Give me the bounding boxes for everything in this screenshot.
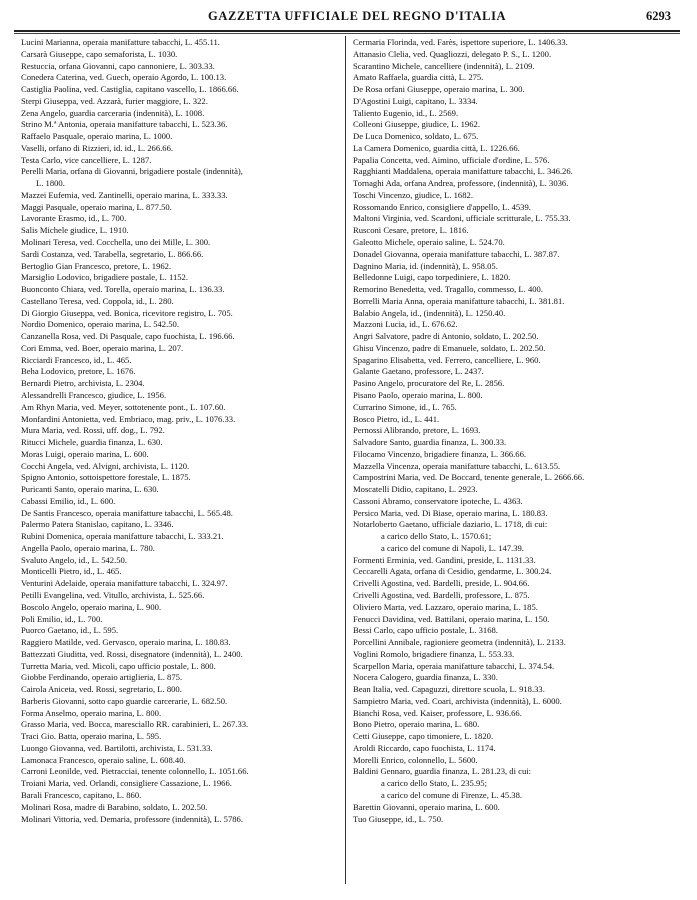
pension-entry: Notarloberto Gaetano, ufficiale daziario, L. 1718, di cui:	[353, 519, 548, 530]
header-rule	[14, 30, 680, 32]
pension-entry: Cermaria Florinda, ved. Farès, ispettore superiore, L. 1406.33.	[353, 37, 568, 47]
pension-entry: Attanasio Clelia, ved. Quagliozzi, delegato P. S., L. 1200.	[353, 48, 552, 59]
pension-entry: Canzanella Rosa, ved. Di Pasquale, capo fuochista, L. 196.66.	[21, 331, 235, 342]
pension-entry: Mazzei Eufemia, ved. Zantinelli, operaio marina, L. 333.33.	[21, 189, 228, 200]
pension-entry: Angri Salvatore, padre di Antonio, soldato, L. 202.50.	[353, 331, 539, 342]
pension-entry: Petilli Evangelina, ved. Vitullo, archivista, L. 525.66.	[21, 589, 205, 600]
pension-entry: Raffaelo Pasquale, operaio marina, L. 1000.	[21, 131, 173, 142]
pension-entry: Bono Pietro, operaio marina, L. 680.	[353, 719, 480, 730]
pension-entry: Campostrini Maria, ved. De Boccard, tenente generale, L. 2666.66.	[353, 472, 585, 483]
pension-entry: Mazzoni Lucia, id., L. 676.62.	[353, 319, 458, 330]
pension-entry: Turretta Maria, ved. Micoli, capo ufficio postale, L. 800.	[21, 660, 216, 671]
pension-entry: Cetti Giuseppe, capo timoniere, L. 1820.	[353, 731, 494, 742]
pension-entry: Monticelli Pietro, id., L. 465.	[21, 566, 122, 577]
pension-entry: Testa Carlo, vice cancelliere, L. 1287.	[21, 154, 152, 165]
pension-entry: Bean Italia, ved. Capaguzzi, direttore scuola, L. 918.33.	[353, 684, 545, 695]
pension-entry: Am Rhyn Maria, ved. Meyer, sottotenente pont., L. 107.60.	[21, 401, 226, 412]
pension-entry: Palermo Patera Stanislao, capitano, L. 3346.	[21, 519, 174, 530]
pension-entry: Pasino Angelo, procuratore del Re, L. 2856.	[353, 378, 505, 389]
pension-entry: Borrelli Maria Anna, operaia manifatture tabacchi, L. 381.81.	[353, 295, 565, 306]
pension-entry: Sardi Costanza, ved. Tarabella, segretario, L. 866.66.	[21, 248, 204, 259]
pension-entry: D'Agostini Luigi, capitano, L. 3334.	[353, 95, 478, 106]
pension-entry: Marsiglio Lodovico, brigadiere postale, L. 1152.	[21, 272, 188, 283]
pension-entry: Colleoni Giuseppe, giudice, L. 1962.	[353, 119, 480, 130]
pension-entry: Ghisu Vincenzo, padre di Emanuele, soldato, L. 202.50.	[353, 342, 546, 353]
pension-entry: Salvadore Santo, guardia finanza, L. 300.33.	[353, 437, 507, 448]
pension-entry: Tornaghi Ada, orfana Andrea, professore, (indennità), L. 3036.	[353, 178, 569, 189]
pension-entry: Galante Gaetano, professore, L. 2437.	[353, 366, 484, 377]
pension-entry: Pernossi Alibrando, pretore, L. 1693.	[353, 425, 481, 436]
pension-entry: Crivelli Agostina, ved. Bardelli, professore, L. 875.	[353, 589, 530, 600]
pension-entry: Barettin Giovanni, operaio marina, L. 600.	[353, 801, 500, 812]
pension-entry: Moscatelli Didio, capitano, L. 2923.	[353, 484, 478, 495]
pension-entry: Papalia Concetta, ved. Aimino, ufficiale d'ordine, L. 576.	[353, 154, 550, 165]
pension-entry: Taliento Eugenio, id., L. 2569.	[353, 107, 459, 118]
pension-entry: Lavorante Erasmo, id., L. 700.	[21, 213, 127, 224]
pension-entry: Amato Raffaela, guardia città, L. 275.	[353, 72, 484, 83]
pension-entry: Luongo Giovanna, ved. Bartilotti, archivista, L. 531.33.	[21, 742, 213, 753]
pension-entry-continuation: a carico del comune di Firenze, L. 45.38.	[381, 790, 523, 800]
pension-entry: Bertoglio Gian Francesco, pretore, L. 1962.	[21, 260, 172, 271]
pension-entry: Zena Angelo, guardia carceraria (indennità), L. 1008.	[21, 107, 205, 118]
pension-entry: Svaluto Angelo, id., L. 542.50.	[21, 554, 127, 565]
left-column	[21, 37, 343, 885]
pension-entry: Filocamo Vincenzo, brigadiere finanza, L. 366.66.	[353, 448, 527, 459]
pension-entry: Balabio Angela, id., (indennità), L. 1250.40.	[353, 307, 506, 318]
pension-entry: Sterpi Giuseppa, ved. Azzarà, furier maggiore, L. 322.	[21, 95, 208, 106]
pension-entry: Cassoni Abramo, conservatore ipoteche, L. 4363.	[353, 495, 523, 506]
pension-entry: Carroni Leonilde, ved. Pietracciai, tenente colonnello, L. 1051.66.	[21, 766, 249, 777]
pension-entry: Lucini Marianna, operaia manifatture tabacchi, L. 455.11.	[21, 37, 220, 47]
pension-entry: Galeotto Michele, operaio saline, L. 524.70.	[353, 237, 505, 248]
pension-entry: De Santis Francesco, operaia manifatture tabacchi, L. 565.48.	[21, 507, 233, 518]
header-rule-thin	[14, 33, 680, 34]
pension-entry: Rusconi Cesare, pretore, L. 1816.	[353, 225, 469, 236]
gazette-title: GAZZETTA UFFICIALE DEL REGNO D'ITALIA	[208, 9, 507, 23]
pension-entry-continuation: L. 1800.	[36, 178, 65, 189]
pension-entry: Aroldi Riccardo, capo fuochista, L. 1174.	[353, 742, 496, 753]
pension-entry: Salis Michele giudice, L. 1910.	[21, 225, 129, 236]
pension-entry: Currarino Simone, id., L. 765.	[353, 401, 457, 412]
pension-entry: Restuccia, orfana Giovanni, capo cannoniere, L. 303.33.	[21, 60, 215, 71]
pension-entry: Cori Emma, ved. Boer, operaio marina, L. 207.	[21, 342, 184, 353]
pension-entry: Cairola Aniceta, ved. Rossi, segretario, L. 800.	[21, 684, 182, 695]
pension-entry: Raggiero Matilde, ved. Gervasco, operaio marina, L. 180.83.	[21, 637, 231, 648]
pension-entry: Cabassi Emilio, id., L. 600.	[21, 495, 116, 506]
pension-entry-continuation: a carico del comune di Napoli, L. 147.39.	[381, 542, 524, 553]
page-header	[0, 0, 697, 34]
pension-entry: Voglini Romolo, brigadiere finanza, L. 553.33.	[353, 648, 515, 659]
pension-entry: Angella Paolo, operaio marina, L. 780.	[21, 542, 155, 553]
pension-entry: Donadel Giovanna, operaia manifatture tabacchi, L. 387.87.	[353, 248, 560, 259]
pension-entry: Oliviero Marta, ved. Lazzaro, operaio marina, L. 185.	[353, 601, 538, 612]
pension-entry: Puorco Gaetano, id., L. 595.	[21, 625, 119, 636]
pension-entry: Remorino Benedetta, ved. Tragallo, commesso, L. 400.	[353, 284, 543, 295]
pension-entry: Pisano Paolo, operaio marina, L. 800.	[353, 389, 483, 400]
pension-entry: Beha Lodovico, pretore, L. 1676.	[21, 366, 136, 377]
pension-entry: Ceccarelli Agata, orfana di Cesidio, gendarme, L. 300.24.	[353, 566, 552, 577]
pension-entry: Molinari Teresa, ved. Cocchella, uno dei Mille, L. 300.	[21, 237, 211, 248]
pension-entry: Maltoni Virginia, ved. Scardoni, ufficiale scritturale, L. 755.33.	[353, 213, 571, 224]
pension-entry: Monfardini Antonietta, ved. Embriaco, mag. priv., L. 1076.33.	[21, 413, 236, 424]
pension-entry: Lamonaca Francesco, operaio saline, L. 608.40.	[21, 754, 186, 765]
pension-entry: Castellano Teresa, ved. Coppola, id., L. 280.	[21, 295, 174, 306]
pension-entry: Cocchi Angela, ved. Alvigni, archivista, L. 1120.	[21, 460, 190, 471]
pension-entry: Nordio Domenico, operaio marina, L. 542.50.	[21, 319, 179, 330]
pension-entry: Crivelli Agostina, ved. Bardelli, preside, L. 904.66.	[353, 578, 530, 589]
pension-entry: Maggi Pasquale, operaio marina, L. 877.50.	[21, 201, 172, 212]
pension-entry: Molinari Vittoria, ved. Demaria, professore (indennità), L. 5786.	[21, 813, 243, 824]
pension-entry: Alessandrelli Francesco, giudice, L. 1956.	[21, 389, 167, 400]
column-divider	[345, 36, 346, 884]
pension-entry: Bosco Pietro, id., L. 441.	[353, 413, 440, 424]
pension-entry: Scarpellon Maria, operaia manifatture tabacchi, L. 374.54.	[353, 660, 555, 671]
pension-entry: Battezzati Giuditta, ved. Rossi, disegnatore (indennità), L. 2400.	[21, 648, 243, 659]
pension-entry: Troiani Maria, ved. Orlandi, consigliere Cassazione, L. 1966.	[21, 778, 232, 789]
pension-entry: Bessi Carlo, capo ufficio postale, L. 3168.	[353, 625, 498, 636]
pension-entry: Sampietro Maria, ved. Coari, archivista (indennità), L. 6000.	[353, 695, 562, 706]
pension-entry: Rossomando Enrico, consigliere d'appello, L. 4539.	[353, 201, 531, 212]
pension-entry: Scarantino Michele, cancelliere (indennità), L. 2109.	[353, 60, 535, 71]
pension-entry: Boscolo Angelo, operaio marina, L. 900.	[21, 601, 162, 612]
pension-entry: Mazzella Vincenza, operaia manifatture tabacchi, L. 613.55.	[353, 460, 561, 471]
pension-entry: Toschi Vincenzo, giudice, L. 1682.	[353, 189, 473, 200]
pension-entry: Porcellini Annibale, ragioniere geometra (indennità), L. 2133.	[353, 637, 566, 648]
pension-entry: Spigno Antonio, sottoispettore forestale, L. 1875.	[21, 472, 191, 483]
pension-entry: Venturini Adelaide, operaia manifatture tabacchi, L. 324.97.	[21, 578, 228, 589]
pension-entry: Ricciardi Francesco, id., L. 465.	[21, 354, 132, 365]
pension-entry: Dagnino Maria, id. (indennità), L. 958.05.	[353, 260, 498, 271]
pension-entry: Conedera Caterina, ved. Guech, operaio Agordo, L. 100.13.	[21, 72, 227, 83]
pension-entry: Molinari Rosa, madre di Barabino, soldato, L. 202.50.	[21, 801, 208, 812]
pension-entry: Baldini Gennaro, guardia finanza, L. 281.23, di cui:	[353, 766, 532, 777]
pension-entry: Fenucci Davidina, ved. Battilani, operaio marina, L. 150.	[353, 613, 550, 624]
pension-entry: Di Giorgio Giuseppa, ved. Bonica, ricevitore registro, L. 705.	[21, 307, 233, 318]
pension-entry: Belledonne Luigi, capo torpediniere, L. 1820.	[353, 272, 511, 283]
pension-entry: Forma Anselmo, operaio marina, L. 800.	[21, 707, 162, 718]
pension-entry: Ritucci Michele, guardia finanza, L. 630.	[21, 437, 163, 448]
pension-entry: Bernardi Pietro, archivista, L. 2304.	[21, 378, 145, 389]
pension-entry: Bianchi Rosa, ved. Kaiser, professore, L. 936.66.	[353, 707, 522, 718]
pension-entry: Moras Luigi, operaio marina, L. 600.	[21, 448, 149, 459]
pension-entry: Rubini Domenica, operaia manifatture tabacchi, L. 333.21.	[21, 531, 224, 542]
pension-entry: Strino M.ª Antonia, operaia manifatture tabacchi, L. 523.36.	[21, 119, 228, 130]
pension-entry: Castiglia Paolina, ved. Castiglia, capitano vascello, L. 1866.66.	[21, 84, 239, 95]
pension-entry: Morelli Enrico, colonnello, L. 5600.	[353, 754, 478, 765]
pension-entry: Carsarà Giuseppe, capo semaforista, L. 1030.	[21, 48, 178, 59]
pension-entry: La Camera Domenico, guardia città, L. 1226.66.	[353, 142, 520, 153]
pension-entry-continuation: a carico dello Stato, L. 235.95;	[381, 778, 487, 789]
pension-entry: Giobbe Ferdinando, operaio artiglieria, L. 875.	[21, 672, 183, 683]
pension-entry: Poli Emilio, id., L. 700.	[21, 613, 103, 624]
page-number: 6293	[646, 9, 671, 23]
pension-entry-continuation: a carico dello Stato, L. 1570.61;	[381, 531, 492, 542]
pension-entry: De Rosa orfani Giuseppe, operaio marina, L. 300.	[353, 84, 525, 95]
pension-entry: Formenti Erminia, ved. Gandini, preside, L. 1131.33.	[353, 554, 536, 565]
pension-entry: Perelli Maria, orfana di Giovanni, brigadiere postale (indennità),	[21, 166, 243, 177]
pension-entry: Tuo Giuseppe, id., L. 750.	[353, 813, 444, 824]
pension-entry: Grasso Maria, ved. Bocca, maresciallo RR. carabinieri, L. 267.33.	[21, 719, 249, 730]
pension-entry: Buonconto Chiara, ved. Torella, operaio marina, L. 136.33.	[21, 284, 225, 295]
pension-entry: Vaselli, orfano di Rizzieri, id. id., L. 266.66.	[21, 142, 174, 153]
pension-entry: Spagarino Elisabetta, ved. Ferrero, cancelliere, L. 960.	[353, 354, 541, 365]
right-column	[353, 37, 679, 885]
pension-entry: Barberis Giovanni, sotto capo guardie carcerarie, L. 682.50.	[21, 695, 228, 706]
pension-entry: Puricanti Santo, operaio marina, L. 630.	[21, 484, 159, 495]
pension-entry: Barali Francesco, capitano, L. 860.	[21, 790, 142, 800]
pension-entry: Mura Maria, ved. Rossi, uff. dog., L. 792.	[21, 425, 165, 436]
pension-entry: Traci Gio. Batta, operaio marina, L. 595.	[21, 731, 162, 742]
pension-entry: De Luca Domenico, soldato, L. 675.	[353, 131, 479, 142]
pension-entry: Nocera Calogero, guardia finanza, L. 330.	[353, 672, 498, 683]
pension-entry: Ragghianti Maddalena, operaia manifatture tabacchi, L. 346.26.	[353, 166, 573, 177]
pension-entry: Persico Maria, ved. Di Biase, operaio marina, L. 180.83.	[353, 507, 548, 518]
